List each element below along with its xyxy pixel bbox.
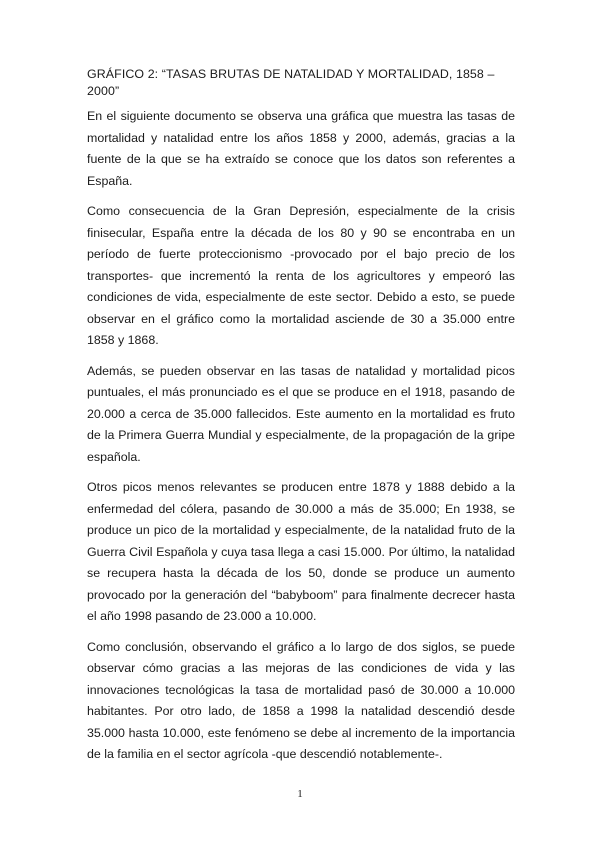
paragraph-intro: En el siguiente documento se observa una gráfica que muestra las tasas de mortalidad y natalidad entre los años 1858 y 2000, además, gracias a la fuente de la que se ha extraído se conoce que los datos son referentes a España. <box>87 109 515 188</box>
paragraph-gran-depresion: Como consecuencia de la Gran Depresión, especialmente de la crisis finisecular, España entre la década de los 80 y 90 se encontraba en un período de fuerte proteccionismo -provocado por el bajo precio de los transportes- que incrementó la renta de los agricultores y empeoró las condiciones de vida, especialmente de este sector. Debido a esto, se puede observar en el gráfico como la mortalidad asciende de 30 a 35.000 entre 1858 y 1868. <box>87 204 515 347</box>
paragraph-conclusion: Como conclusión, observando el gráfico a lo largo de dos siglos, se puede observar cómo gracias a las mejoras de las condiciones de vida y las innovaciones tecnológicas la tasa de mortalidad pasó de 30.000 a 10.000 habitantes. Por otro lado, de 1858 a 1998 la natalidad descendió desde 35.000 hasta 10.000, este fenómeno se debe al incremento de la importancia de la familia en el sector agrícola -que descendió notablemente-. <box>87 639 515 761</box>
page-number: 1 <box>297 788 303 800</box>
paragraph-picos: Además, se pueden observar en las tasas de natalidad y mortalidad picos puntuales, el más pronunciado es el que se produce en el 1918, pasando de 20.000 a cerca de 35.000 fallecidos. Este aumento en la mortalidad es fruto de la Primera Guerra Mundial y especialmente, de la propagación de la gripe española. <box>87 363 515 464</box>
paragraph-otros-picos: Otros picos menos relevantes se producen entre 1878 y 1888 debido a la enfermedad del cólera, pasando de 30.000 a más de 35.000; En 1938, se produce un pico de la mortalidad y especialmente, de la natalidad fruto de la Guerra Civil Española y cuya tasa llega a casi 15.000. Por último, la natalidad se recupera hasta la década de los 50, donde se produce un aumento provocado por la generación del “babyboom” para finalmente decrecer hasta el año 1998 pasando de 23.000 a 10.000. <box>87 480 515 623</box>
document-title: GRÁFICO 2: “TASAS BRUTAS DE NATALIDAD Y MORTALIDAD, 1858 – 2000” <box>87 67 495 98</box>
document-body <box>87 66 515 775</box>
